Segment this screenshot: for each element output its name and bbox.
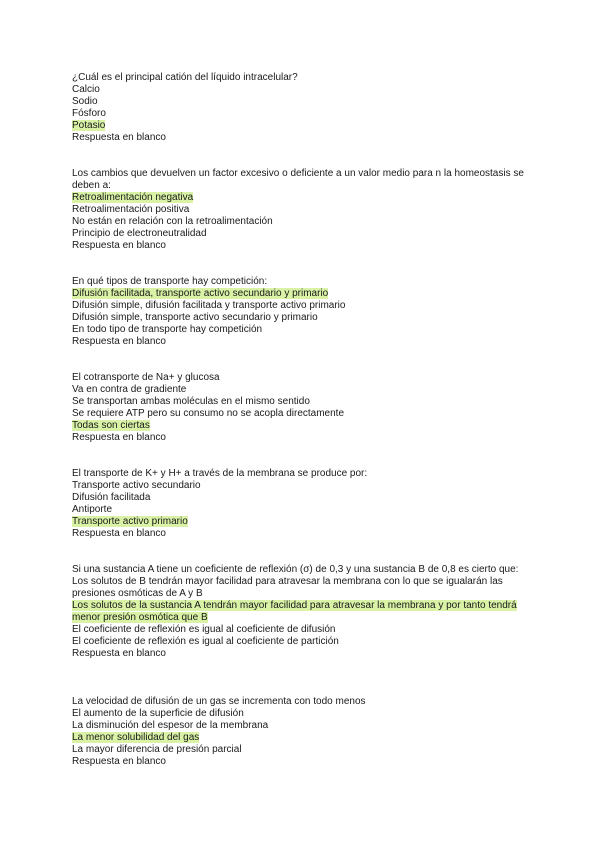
question-text: ¿Cuál es el principal catión del líquido intracelular? [72,72,298,83]
question-6 [72,564,532,660]
option-blank: Respuesta en blanco [72,648,166,659]
option-todas-ciertas-correct: Todas son ciertas [72,420,150,431]
question-2 [72,168,532,252]
option-simple-secundario-primario: Difusión simple, transporte activo secundario y primario [72,312,318,323]
option-retroalimentacion-positiva: Retroalimentación positiva [72,204,190,215]
option-solutos-a-correct: Los solutos de la sustancia A tendrán mayor facilidad para atravesar la membrana y por tanto tendrá menor presión osmótica que B [72,600,517,623]
question-7 [72,696,532,768]
option-blank: Respuesta en blanco [72,432,166,443]
question-text: Los cambios que devuelven un factor excesivo o deficiente a un valor medio para n la homeostasis se deben a: [72,168,524,191]
option-blank: Respuesta en blanco [72,336,166,347]
option-no-relacion: No están en relación con la retroalimentación [72,216,273,227]
option-activo-primario-correct: Transporte activo primario [72,516,188,527]
option-blank: Respuesta en blanco [72,756,166,767]
question-4 [72,372,532,444]
option-contra-gradiente: Va en contra de gradiente [72,384,187,395]
question-1 [72,72,532,144]
option-sodio: Sodio [72,96,98,107]
option-activo-secundario: Transporte activo secundario [72,480,201,491]
option-todo-tipo: En todo tipo de transporte hay competición [72,324,263,335]
question-text: Si una sustancia A tiene un coeficiente de reflexión (σ) de 0,3 y una sustancia B de 0,8 es cierto que: [72,564,519,575]
option-coef-particion: El coeficiente de reflexión es igual al coeficiente de partición [72,636,339,647]
question-text: En qué tipos de transporte hay competición: [72,276,268,287]
option-fosforo: Fósforo [72,108,106,119]
option-potasio-correct: Potasio [72,120,106,131]
question-3 [72,276,532,348]
option-calcio: Calcio [72,84,100,95]
option-espesor: La disminución del espesor de la membrana [72,720,269,731]
option-blank: Respuesta en blanco [72,132,166,143]
question-text: El transporte de K+ y H+ a través de la membrana se produce por: [72,468,368,479]
option-facilitada-secundario-primario-correct: Difusión facilitada, transporte activo secundario y primario [72,288,329,299]
option-blank: Respuesta en blanco [72,240,166,251]
option-antiporte: Antiporte [72,504,113,515]
option-simple-facilitada-primario: Difusión simple, difusión facilitada y transporte activo primario [72,300,346,311]
option-coef-difusion: El coeficiente de reflexión es igual al coeficiente de difusión [72,624,336,635]
option-menor-solubilidad-correct: La menor solubilidad del gas [72,732,200,743]
option-atp: Se requiere ATP pero su consumo no se acopla directamente [72,408,345,419]
question-text: El cotransporte de Na+ y glucosa [72,372,220,383]
option-solutos-b: Los solutos de B tendrán mayor facilidad para atravesar la membrana con lo que se igualarán las presiones osmóticas de A y B [72,576,503,599]
option-electroneutralidad: Principio de electroneutralidad [72,228,207,239]
question-text: La velocidad de difusión de un gas se incrementa con todo menos [72,696,366,707]
question-5 [72,468,532,540]
option-difusion-facilitada: Difusión facilitada [72,492,151,503]
option-presion-parcial: La mayor diferencia de presión parcial [72,744,242,755]
option-superficie: El aumento de la superficie de difusión [72,708,244,719]
option-blank: Respuesta en blanco [72,528,166,539]
option-retroalimentacion-negativa-correct: Retroalimentación negativa [72,192,194,203]
option-mismo-sentido: Se transportan ambas moléculas en el mismo sentido [72,396,310,407]
